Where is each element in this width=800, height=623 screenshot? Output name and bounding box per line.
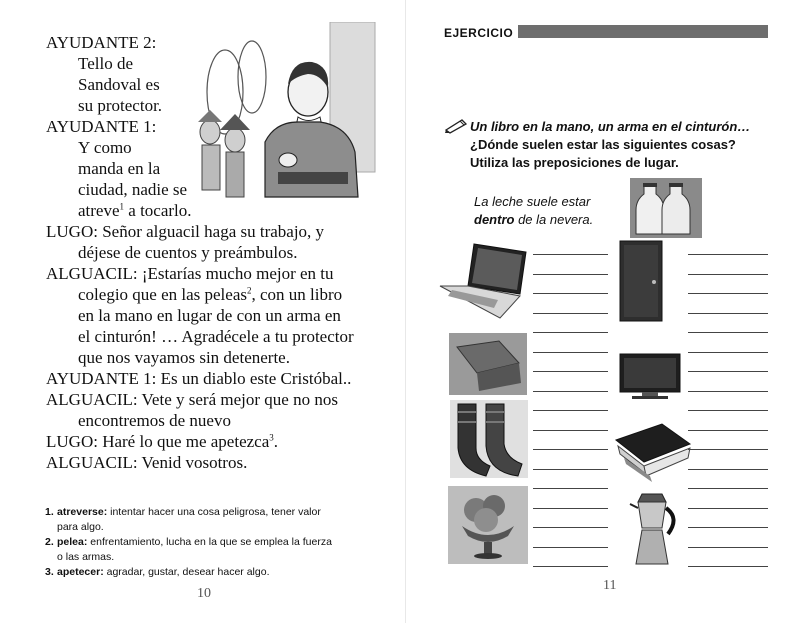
answer-line[interactable] <box>688 410 768 411</box>
footnote-definition: intentar hacer una cosa peligrosa, tener valor <box>110 506 321 518</box>
play-line <box>78 179 187 200</box>
dialogue-text: colegio que en las peleas <box>78 285 247 304</box>
dialogue-text: su protector. <box>78 96 163 115</box>
play-line <box>78 53 133 74</box>
footnote-continuation: o las armas. <box>57 551 115 563</box>
door-image <box>618 240 664 322</box>
answer-line[interactable] <box>688 527 768 528</box>
answer-line[interactable] <box>688 313 768 314</box>
answer-line[interactable] <box>533 488 608 489</box>
speaker-name: AYUDANTE 2: <box>46 33 157 52</box>
dialogue-text: Sandoval es <box>78 75 160 94</box>
dialogue-text: ciudad, nadie se <box>78 180 188 199</box>
answer-line[interactable] <box>688 547 768 548</box>
play-line <box>78 74 160 95</box>
play-line <box>78 158 160 179</box>
footnote-definition: agradar, gustar, desear hacer algo. <box>106 566 270 578</box>
footnote-term: apetecer: <box>57 566 104 578</box>
fruit-bowl-image <box>448 486 528 564</box>
play-line <box>78 95 162 116</box>
answer-line[interactable] <box>533 254 608 255</box>
dialogue-text: . <box>273 432 278 451</box>
answer-line[interactable] <box>533 274 608 275</box>
dialogue-text: ALGUACIL: Vete y será mejor que no nos <box>46 390 338 409</box>
instruction-line-1: Un libro en la mano, un arma en el cinturón… <box>470 119 751 134</box>
play-line <box>78 305 341 326</box>
dialogue-text: a tocarlo. <box>124 201 192 220</box>
play-line <box>46 263 334 284</box>
play-line <box>78 242 298 263</box>
answer-line[interactable] <box>688 293 768 294</box>
example-line-1: La leche suele estar <box>474 194 591 209</box>
page-number: 11 <box>603 578 617 593</box>
answer-line[interactable] <box>688 371 768 372</box>
answer-line[interactable] <box>533 293 608 294</box>
answer-line[interactable] <box>688 469 768 470</box>
footnotes <box>45 505 385 580</box>
page-number: 10 <box>197 586 211 601</box>
dialogue-text: LUGO: Haré lo que me apetezca <box>46 432 270 451</box>
section-bar <box>518 25 768 38</box>
footnote-2 <box>45 535 385 565</box>
laptop-image <box>438 238 530 320</box>
footnote-number: 3. <box>45 566 54 578</box>
dialogue-text: Y como <box>78 138 132 157</box>
footnote-term: pelea: <box>57 536 88 548</box>
socks-image <box>450 400 528 478</box>
answer-line[interactable] <box>533 371 608 372</box>
example-keyword: dentro <box>474 212 515 227</box>
answer-line[interactable] <box>533 313 608 314</box>
dialogue-text: atreve <box>78 201 120 220</box>
play-line <box>46 431 278 452</box>
example-sentence <box>474 193 634 229</box>
wallet-image <box>449 333 527 395</box>
books-image <box>612 420 692 482</box>
play-line <box>78 326 354 347</box>
footnote-continuation: para algo. <box>57 521 104 533</box>
coffee-maker-image <box>624 490 684 570</box>
footnote-number: 2. <box>45 536 54 548</box>
dialogue-text: Tello de <box>78 54 133 73</box>
footnote-term: atreverse: <box>57 506 108 518</box>
example-line-2: de la nevera. <box>514 212 594 227</box>
play-line <box>46 389 338 410</box>
play-line <box>46 452 247 473</box>
play-line <box>46 221 324 242</box>
dialogue-text: , con un libro <box>251 285 343 304</box>
section-label: EJERCICIO <box>444 26 514 40</box>
dialogue-text: LUGO: Señor alguacil haga su trabajo, y <box>46 222 325 241</box>
instruction-line-3: Utiliza las preposiciones de lugar. <box>470 155 679 170</box>
dialogue-text: AYUDANTE 1: Es un diablo este Cristóbal.. <box>46 369 352 388</box>
exercise-instructions <box>448 118 783 172</box>
answer-line[interactable] <box>688 332 768 333</box>
dialogue-text: déjese de cuentos y preámbulos. <box>78 243 298 262</box>
dialogue-text: ALGUACIL: Venid vosotros. <box>46 453 248 472</box>
footnote-marker: 1 <box>119 201 125 212</box>
answer-line[interactable] <box>533 566 608 567</box>
answer-line[interactable] <box>533 449 608 450</box>
play-line <box>46 368 351 389</box>
answer-line[interactable] <box>688 508 768 509</box>
instruction-line-2: ¿Dónde suelen estar las siguientes cosas? <box>470 137 736 152</box>
dialogue-text: que nos vayamos sin detenerte. <box>78 348 290 367</box>
footnote-marker: 3 <box>269 432 274 443</box>
answer-line[interactable] <box>688 430 768 431</box>
play-line <box>78 410 231 431</box>
milk-bottles-image <box>630 178 702 238</box>
answer-line[interactable] <box>533 547 608 548</box>
answer-line[interactable] <box>533 469 608 470</box>
dialogue-text: el cinturón! … Agradécele a tu protector <box>78 327 354 346</box>
answer-line[interactable] <box>688 274 768 275</box>
footnote-3 <box>45 565 385 580</box>
play-line <box>46 116 156 137</box>
play-line <box>78 137 132 158</box>
answer-line[interactable] <box>533 508 608 509</box>
tv-image <box>618 352 682 402</box>
dialogue-text: manda en la <box>78 159 161 178</box>
answer-line[interactable] <box>688 391 768 392</box>
footnote-definition: enfrentamiento, lucha en la que se emplea la fuerza <box>90 536 332 548</box>
speaker-name: AYUDANTE 1: <box>46 117 157 136</box>
footnote-1 <box>45 505 385 535</box>
play-line <box>78 284 342 305</box>
play-line <box>78 200 192 221</box>
answer-line[interactable] <box>533 332 608 333</box>
dialogue-text: en la mano en lugar de con un arma en <box>78 306 341 325</box>
right-page <box>405 0 800 623</box>
dialogue-text: encontremos de nuevo <box>78 411 231 430</box>
footnote-number: 1. <box>45 506 54 518</box>
play-line <box>46 32 156 53</box>
answer-line[interactable] <box>533 352 608 353</box>
answer-line[interactable] <box>688 449 768 450</box>
play-illustration <box>180 22 380 212</box>
answer-line[interactable] <box>688 566 768 567</box>
answer-line[interactable] <box>688 352 768 353</box>
answer-line[interactable] <box>533 527 608 528</box>
answer-line[interactable] <box>533 430 608 431</box>
footnote-marker: 2 <box>247 285 252 296</box>
answer-line[interactable] <box>688 254 768 255</box>
answer-line[interactable] <box>533 391 608 392</box>
dialogue-text: ALGUACIL: ¡Estarías mucho mejor en tu <box>46 264 334 283</box>
answer-line[interactable] <box>688 488 768 489</box>
play-line <box>78 347 290 368</box>
answer-line[interactable] <box>533 410 608 411</box>
